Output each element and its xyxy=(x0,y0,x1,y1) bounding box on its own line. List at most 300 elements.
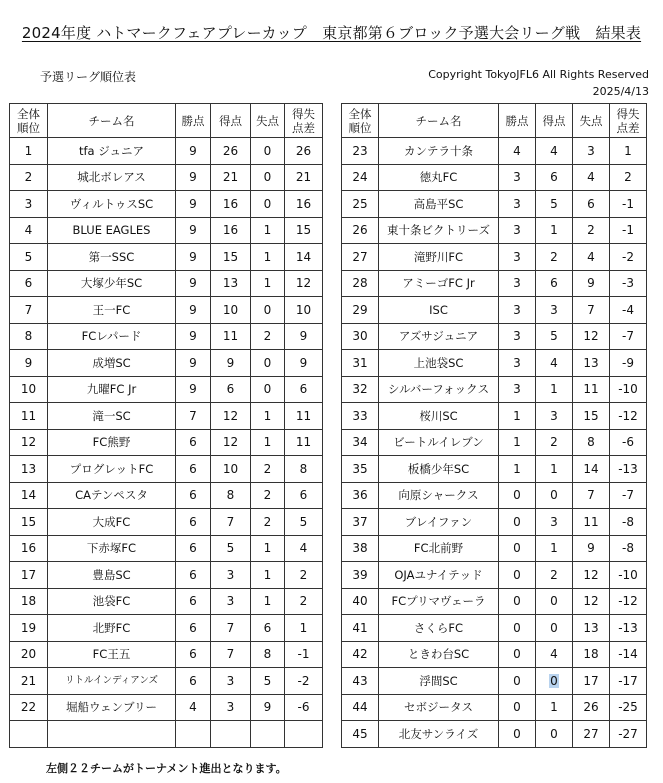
goals-for-cell: 10 xyxy=(211,456,251,483)
points-cell: 6 xyxy=(176,641,211,668)
rank-cell: 41 xyxy=(342,615,379,642)
table-row xyxy=(10,509,323,536)
goal-diff-cell: -7 xyxy=(610,323,647,350)
goals-for-cell: 4 xyxy=(536,138,573,165)
team-name-cell: 豊島SC xyxy=(48,562,176,589)
table-row xyxy=(342,668,647,695)
rank-cell: 2 xyxy=(10,164,48,191)
goals-against-cell: 1 xyxy=(251,535,285,562)
team-name-cell: セボジータス xyxy=(379,694,499,721)
team-name-cell: FC王五 xyxy=(48,641,176,668)
rank-cell: 29 xyxy=(342,297,379,324)
goal-diff-cell: 11 xyxy=(285,403,323,430)
goals-for-cell: 0 xyxy=(536,721,573,748)
goals-for-cell: 3 xyxy=(211,694,251,721)
standings-table-right xyxy=(341,103,647,748)
team-name-cell: 成増SC xyxy=(48,350,176,377)
goals-against-cell: 0 xyxy=(251,138,285,165)
table-row xyxy=(342,217,647,244)
team-name-cell: 桜川SC xyxy=(379,403,499,430)
col-goals-against-header: 失点 xyxy=(573,104,610,138)
table-row xyxy=(10,376,323,403)
goals-for-cell: 3 xyxy=(211,562,251,589)
team-name-cell: 北野FC xyxy=(48,615,176,642)
table-row xyxy=(342,535,647,562)
team-name-cell: カンテラ十条 xyxy=(379,138,499,165)
team-name-cell: 北友サンライズ xyxy=(379,721,499,748)
goal-diff-cell: 2 xyxy=(610,164,647,191)
points-cell: 9 xyxy=(176,138,211,165)
goal-diff-cell: -17 xyxy=(610,668,647,695)
points-cell: 9 xyxy=(176,217,211,244)
team-name-cell: 東十条ビクトリーズ xyxy=(379,217,499,244)
rank-cell: 32 xyxy=(342,376,379,403)
goals-against-cell: 9 xyxy=(251,694,285,721)
goals-against-cell: 0 xyxy=(251,297,285,324)
rank-cell: 4 xyxy=(10,217,48,244)
goals-against-cell: 1 xyxy=(251,588,285,615)
team-name-cell: 滝野川FC xyxy=(379,244,499,271)
goals-for-cell: 0 xyxy=(536,615,573,642)
goals-for-cell: 11 xyxy=(211,323,251,350)
goals-against-cell: 4 xyxy=(573,244,610,271)
table-row xyxy=(10,164,323,191)
team-name-cell: 高島平SC xyxy=(379,191,499,218)
goal-diff-cell: 9 xyxy=(285,350,323,377)
goal-diff-cell: -4 xyxy=(610,297,647,324)
goals-against-cell: 4 xyxy=(573,164,610,191)
team-name-cell: プログレットFC xyxy=(48,456,176,483)
table-row xyxy=(10,668,323,695)
goal-diff-cell: -25 xyxy=(610,694,647,721)
goal-diff-cell: 1 xyxy=(285,615,323,642)
table-row xyxy=(10,270,323,297)
points-cell: 6 xyxy=(176,615,211,642)
goal-diff-cell: 5 xyxy=(285,509,323,536)
table-row xyxy=(342,323,647,350)
rank-cell: 8 xyxy=(10,323,48,350)
goals-against-cell: 6 xyxy=(251,615,285,642)
col-points-header: 勝点 xyxy=(176,104,211,138)
goal-diff-cell: -6 xyxy=(285,694,323,721)
rank-cell: 27 xyxy=(342,244,379,271)
goal-diff-cell: -10 xyxy=(610,376,647,403)
table-row xyxy=(10,482,323,509)
rank-cell: 34 xyxy=(342,429,379,456)
goals-against-cell: 1 xyxy=(251,429,285,456)
rank-cell: 3 xyxy=(10,191,48,218)
table-row xyxy=(342,350,647,377)
team-name-cell: 浮間SC xyxy=(379,668,499,695)
goals-for-cell: 1 xyxy=(536,535,573,562)
points-cell: 9 xyxy=(176,270,211,297)
table-row xyxy=(342,297,647,324)
table-row xyxy=(10,562,323,589)
goal-diff-cell: -27 xyxy=(610,721,647,748)
rank-cell: 19 xyxy=(10,615,48,642)
rank-cell: 23 xyxy=(342,138,379,165)
table-row xyxy=(342,482,647,509)
goals-against-cell: 7 xyxy=(573,482,610,509)
points-cell: 6 xyxy=(176,429,211,456)
points-cell: 9 xyxy=(176,323,211,350)
table-row xyxy=(10,456,323,483)
team-name-cell: シルバーフォックス xyxy=(379,376,499,403)
points-cell: 3 xyxy=(499,270,536,297)
goal-diff-cell: -12 xyxy=(610,588,647,615)
table-row xyxy=(342,270,647,297)
goals-for-cell: 4 xyxy=(536,641,573,668)
goals-for-cell: 5 xyxy=(211,535,251,562)
goals-for-cell: 3 xyxy=(211,668,251,695)
points-cell: 6 xyxy=(176,535,211,562)
team-name-cell: 大成FC xyxy=(48,509,176,536)
points-cell: 3 xyxy=(499,191,536,218)
points-cell: 3 xyxy=(499,244,536,271)
goal-diff-cell: -8 xyxy=(610,535,647,562)
goals-against-cell: 13 xyxy=(573,615,610,642)
goals-for-cell: 7 xyxy=(211,509,251,536)
rank-cell: 28 xyxy=(342,270,379,297)
rank-cell: 31 xyxy=(342,350,379,377)
rank-cell: 44 xyxy=(342,694,379,721)
goals-against-cell: 1 xyxy=(251,270,285,297)
goals-against-cell: 15 xyxy=(573,403,610,430)
team-name-cell: FC熊野 xyxy=(48,429,176,456)
team-name-cell: BLUE EAGLES xyxy=(48,217,176,244)
points-cell: 0 xyxy=(499,668,536,695)
goal-diff-cell: -2 xyxy=(610,244,647,271)
points-cell: 0 xyxy=(499,535,536,562)
goals-for-cell: 1 xyxy=(536,694,573,721)
team-name-cell: 徳丸FC xyxy=(379,164,499,191)
team-name-cell: 向原シャークス xyxy=(379,482,499,509)
table-row xyxy=(10,721,323,748)
goals-for-cell: 1 xyxy=(536,217,573,244)
standings-table-left xyxy=(9,103,323,748)
table-row xyxy=(10,403,323,430)
goal-diff-cell: -13 xyxy=(610,615,647,642)
goal-diff-cell: 14 xyxy=(285,244,323,271)
points-cell: 4 xyxy=(499,138,536,165)
goals-against-cell: 5 xyxy=(251,668,285,695)
col-goal-diff-header: 得失 点差 xyxy=(285,104,323,138)
rank-cell: 5 xyxy=(10,244,48,271)
team-name-cell: FCプリマヴェーラ xyxy=(379,588,499,615)
col-team-header: チーム名 xyxy=(379,104,499,138)
team-name-cell: 上池袋SC xyxy=(379,350,499,377)
page-title: 2024年度 ハトマークフェアプレーカップ 東京都第６ブロック予選大会リーグ戦 結果表 xyxy=(21,24,642,42)
points-cell: 9 xyxy=(176,350,211,377)
goals-against-cell: 2 xyxy=(573,217,610,244)
points-cell: 0 xyxy=(499,562,536,589)
points-cell: 9 xyxy=(176,297,211,324)
header-row xyxy=(342,104,647,138)
team-name-cell: 第一SSC xyxy=(48,244,176,271)
goals-against-cell: 9 xyxy=(573,535,610,562)
goal-diff-cell: -1 xyxy=(285,641,323,668)
goals-for-cell: 15 xyxy=(211,244,251,271)
goals-against-cell: 6 xyxy=(573,191,610,218)
goal-diff-cell: -6 xyxy=(610,429,647,456)
rank-cell: 11 xyxy=(10,403,48,430)
goals-for-cell: 2 xyxy=(536,244,573,271)
goals-against-cell: 12 xyxy=(573,588,610,615)
points-cell: 0 xyxy=(499,482,536,509)
goal-diff-cell: 12 xyxy=(285,270,323,297)
team-name-cell: ときわ台SC xyxy=(379,641,499,668)
points-cell: 9 xyxy=(176,164,211,191)
goals-for-cell: 16 xyxy=(211,217,251,244)
rank-cell: 25 xyxy=(342,191,379,218)
goals-for-cell: 1 xyxy=(536,376,573,403)
table-row xyxy=(10,641,323,668)
goals-for-cell: 12 xyxy=(211,403,251,430)
goals-for-cell: 3 xyxy=(536,297,573,324)
team-name-cell: 池袋FC xyxy=(48,588,176,615)
points-cell: 9 xyxy=(176,191,211,218)
section-subtitle: 予選リーグ順位表 xyxy=(40,70,137,84)
points-cell: 4 xyxy=(176,694,211,721)
rank-cell: 14 xyxy=(10,482,48,509)
points-cell: 3 xyxy=(499,376,536,403)
rank-cell: 35 xyxy=(342,456,379,483)
goals-for-cell: 26 xyxy=(211,138,251,165)
goal-diff-cell: -1 xyxy=(610,217,647,244)
table-row xyxy=(342,376,647,403)
goal-diff-cell xyxy=(285,721,323,748)
rank-cell: 22 xyxy=(10,694,48,721)
rank-cell: 15 xyxy=(10,509,48,536)
team-name-cell: ビートルイレブン xyxy=(379,429,499,456)
col-goal-diff-header: 得失 点差 xyxy=(610,104,647,138)
goal-diff-cell: 4 xyxy=(285,535,323,562)
header-row xyxy=(10,104,323,138)
table-row xyxy=(342,429,647,456)
goals-against-cell: 27 xyxy=(573,721,610,748)
points-cell xyxy=(176,721,211,748)
goal-diff-cell: -13 xyxy=(610,456,647,483)
goals-against-cell: 0 xyxy=(251,164,285,191)
goal-diff-cell: -9 xyxy=(610,350,647,377)
goals-against-cell: 26 xyxy=(573,694,610,721)
team-name-cell: さくらFC xyxy=(379,615,499,642)
points-cell: 6 xyxy=(176,509,211,536)
goal-diff-cell: 9 xyxy=(285,323,323,350)
points-cell: 9 xyxy=(176,244,211,271)
points-cell: 6 xyxy=(176,668,211,695)
goals-against-cell: 11 xyxy=(573,509,610,536)
goals-against-cell: 2 xyxy=(251,456,285,483)
goals-against-cell: 0 xyxy=(251,191,285,218)
rank-cell: 21 xyxy=(10,668,48,695)
team-name-cell: FC北前野 xyxy=(379,535,499,562)
goals-for-cell: 7 xyxy=(211,641,251,668)
goals-for-cell: 9 xyxy=(211,350,251,377)
goals-against-cell: 18 xyxy=(573,641,610,668)
goals-against-cell: 2 xyxy=(251,323,285,350)
rank-cell: 37 xyxy=(342,509,379,536)
rank-cell: 20 xyxy=(10,641,48,668)
rank-cell: 42 xyxy=(342,641,379,668)
team-name-cell: アズサジュニア xyxy=(379,323,499,350)
team-name-cell: 大塚少年SC xyxy=(48,270,176,297)
goals-against-cell: 0 xyxy=(251,376,285,403)
goal-diff-cell: -8 xyxy=(610,509,647,536)
table-row xyxy=(10,244,323,271)
copyright-notice: Copyright TokyoJFL6 All Rights Reserved xyxy=(428,68,649,81)
goal-diff-cell: -1 xyxy=(610,191,647,218)
table-row xyxy=(10,138,323,165)
points-cell: 0 xyxy=(499,615,536,642)
table-row xyxy=(342,562,647,589)
goal-diff-cell: 6 xyxy=(285,482,323,509)
goals-against-cell: 3 xyxy=(573,138,610,165)
table-row xyxy=(10,191,323,218)
team-name-cell: FCレパード xyxy=(48,323,176,350)
goal-diff-cell: -7 xyxy=(610,482,647,509)
rank-cell: 6 xyxy=(10,270,48,297)
team-name-cell: 下赤塚FC xyxy=(48,535,176,562)
goals-against-cell: 1 xyxy=(251,562,285,589)
table-row xyxy=(342,641,647,668)
rank-cell: 33 xyxy=(342,403,379,430)
goals-for-cell: 0 xyxy=(536,588,573,615)
points-cell: 6 xyxy=(176,456,211,483)
goals-for-cell xyxy=(211,721,251,748)
rank-cell: 24 xyxy=(342,164,379,191)
table-row xyxy=(342,244,647,271)
rank-cell: 10 xyxy=(10,376,48,403)
tournament-footnote: 左側２２チームがトーナメント進出となります。 xyxy=(46,762,287,775)
goals-against-cell: 17 xyxy=(573,668,610,695)
col-points-header: 勝点 xyxy=(499,104,536,138)
team-name-cell: 滝一SC xyxy=(48,403,176,430)
goal-diff-cell: -2 xyxy=(285,668,323,695)
highlighted-value: 0 xyxy=(550,673,558,688)
goals-against-cell: 2 xyxy=(251,482,285,509)
goals-for-cell: 2 xyxy=(536,429,573,456)
goals-for-cell: 0 xyxy=(536,482,573,509)
col-goals-against-header: 失点 xyxy=(251,104,285,138)
col-team-header: チーム名 xyxy=(48,104,176,138)
table-row xyxy=(342,138,647,165)
rank-cell: 40 xyxy=(342,588,379,615)
points-cell: 9 xyxy=(176,376,211,403)
team-name-cell: リトルインディアンズ xyxy=(48,668,176,695)
rank-cell: 17 xyxy=(10,562,48,589)
points-cell: 6 xyxy=(176,482,211,509)
points-cell: 1 xyxy=(499,429,536,456)
rank-cell xyxy=(10,721,48,748)
table-row xyxy=(10,429,323,456)
goal-diff-cell: 16 xyxy=(285,191,323,218)
rank-cell: 36 xyxy=(342,482,379,509)
goals-for-cell: 6 xyxy=(211,376,251,403)
date-label: 2025/4/13 xyxy=(592,85,649,98)
points-cell: 0 xyxy=(499,641,536,668)
goal-diff-cell: -3 xyxy=(610,270,647,297)
goals-for-cell: 3 xyxy=(536,403,573,430)
table-row xyxy=(342,615,647,642)
rank-cell: 9 xyxy=(10,350,48,377)
goal-diff-cell: 10 xyxy=(285,297,323,324)
team-name-cell: ブレイファン xyxy=(379,509,499,536)
team-name-cell: アミーゴFC Jr xyxy=(379,270,499,297)
goals-for-cell: 4 xyxy=(536,350,573,377)
goals-for-cell: 5 xyxy=(536,191,573,218)
goals-against-cell: 1 xyxy=(251,244,285,271)
goals-against-cell: 8 xyxy=(573,429,610,456)
rank-cell: 26 xyxy=(342,217,379,244)
rank-cell: 30 xyxy=(342,323,379,350)
team-name-cell: 九曜FC Jr xyxy=(48,376,176,403)
goals-for-cell: 7 xyxy=(211,615,251,642)
table-row xyxy=(342,509,647,536)
goals-against-cell: 14 xyxy=(573,456,610,483)
goals-for-cell: 10 xyxy=(211,297,251,324)
table-row xyxy=(342,694,647,721)
team-name-cell: 城北ボレアス xyxy=(48,164,176,191)
team-name-cell: CAテンペスタ xyxy=(48,482,176,509)
goals-for-cell: 6 xyxy=(536,270,573,297)
team-name-cell: ヴィルトゥスSC xyxy=(48,191,176,218)
table-row xyxy=(10,615,323,642)
rank-cell: 12 xyxy=(10,429,48,456)
goal-diff-cell: 6 xyxy=(285,376,323,403)
team-name-cell: OJAユナイテッド xyxy=(379,562,499,589)
goals-for-cell: 1 xyxy=(536,456,573,483)
table-row xyxy=(342,164,647,191)
goal-diff-cell: 15 xyxy=(285,217,323,244)
rank-cell: 16 xyxy=(10,535,48,562)
goals-against-cell xyxy=(251,721,285,748)
table-row xyxy=(342,588,647,615)
points-cell: 0 xyxy=(499,694,536,721)
rank-cell: 45 xyxy=(342,721,379,748)
points-cell: 0 xyxy=(499,721,536,748)
table-row xyxy=(342,403,647,430)
team-name-cell: ISC xyxy=(379,297,499,324)
goals-against-cell: 12 xyxy=(573,323,610,350)
table-row xyxy=(10,535,323,562)
goal-diff-cell: -12 xyxy=(610,403,647,430)
team-name-cell xyxy=(48,721,176,748)
col-goals-for-header: 得点 xyxy=(536,104,573,138)
table-row xyxy=(10,323,323,350)
goal-diff-cell: 2 xyxy=(285,562,323,589)
goals-against-cell: 1 xyxy=(251,403,285,430)
goal-diff-cell: 8 xyxy=(285,456,323,483)
goals-against-cell: 7 xyxy=(573,297,610,324)
goals-for-cell: 12 xyxy=(211,429,251,456)
points-cell: 6 xyxy=(176,562,211,589)
goals-for-cell: 8 xyxy=(211,482,251,509)
rank-cell: 13 xyxy=(10,456,48,483)
table-row xyxy=(342,456,647,483)
goals-for-cell: 5 xyxy=(536,323,573,350)
col-rank-header: 全体 順位 xyxy=(342,104,379,138)
goal-diff-cell: -10 xyxy=(610,562,647,589)
rank-cell: 18 xyxy=(10,588,48,615)
rank-cell: 43 xyxy=(342,668,379,695)
goals-for-cell: 6 xyxy=(536,164,573,191)
goals-for-cell: 3 xyxy=(211,588,251,615)
points-cell: 3 xyxy=(499,323,536,350)
points-cell: 1 xyxy=(499,456,536,483)
goal-diff-cell: 21 xyxy=(285,164,323,191)
goals-against-cell: 8 xyxy=(251,641,285,668)
